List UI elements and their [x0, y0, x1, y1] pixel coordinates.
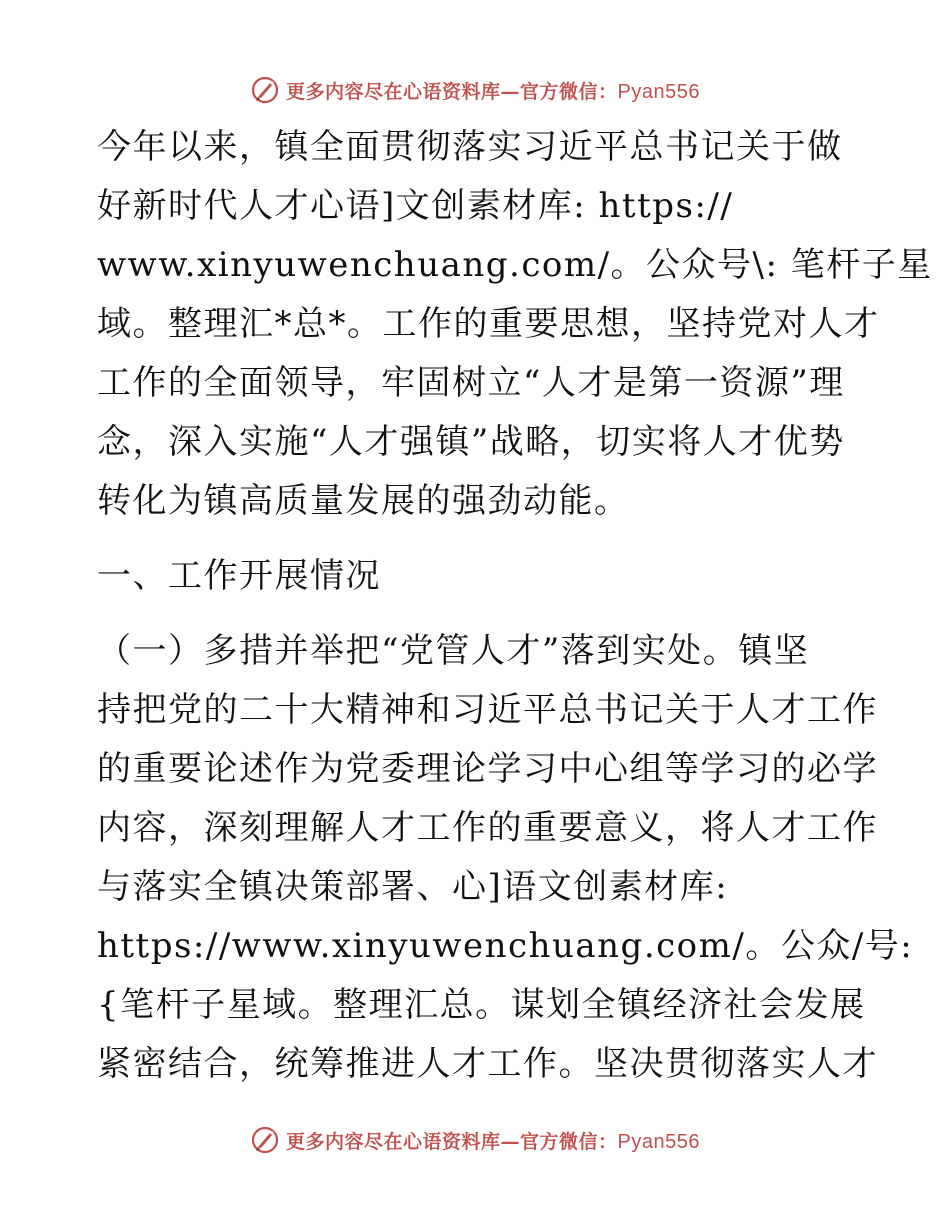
- watermark-contact: Pyan556: [617, 1130, 700, 1153]
- text-line: 今年以来，镇全面贯彻落实习近平总书记关于做: [97, 127, 843, 167]
- text-line: 的重要论述作为党委理论学习中心组等学习的必学: [97, 749, 878, 789]
- text-line: 内容，深刻理解人才工作的重要意义，将人才工作: [97, 808, 878, 848]
- header-watermark: [0, 70, 950, 110]
- text-line: www.xinyuwenchuang.com/。公众号\: 笔杆子星: [97, 245, 933, 285]
- section-paragraph: [97, 622, 914, 1094]
- text-line: 域。整理汇*总*。工作的重要思想，坚持党对人才: [97, 304, 880, 344]
- quill-logo-icon: [250, 1125, 280, 1155]
- section-heading: [97, 547, 857, 606]
- intro-paragraph: [97, 118, 933, 531]
- text-line: 紧密结合，统筹推进人才工作。坚决贯彻落实人才: [97, 1044, 878, 1084]
- text-line: （一）多措并举把“党管人才”落到实处。镇坚: [97, 631, 810, 671]
- text-line: {笔杆子星域。整理汇总。谋划全镇经济社会发展: [97, 985, 866, 1025]
- watermark-text: 更多内容尽在心语资料库—官方微信：Pyan556: [286, 80, 700, 103]
- quill-logo-icon: [250, 75, 280, 105]
- text-line: https://www.xinyuwenchuang.com/。公众/号:: [97, 926, 914, 966]
- watermark-text: 更多内容尽在心语资料库—官方微信：Pyan556: [286, 1130, 700, 1153]
- text-line: 念，深入实施“人才强镇”战略，切实将人才优势: [97, 422, 845, 462]
- document-body: [97, 118, 933, 1094]
- text-line: 转化为镇高质量发展的强劲动能。: [97, 481, 630, 521]
- text-line: 工作的全面领导，牢固树立“人才是第一资源”理: [97, 363, 845, 403]
- heading-line: 一、工作开展情况: [97, 556, 381, 596]
- text-line: 持把党的二十大精神和习近平总书记关于人才工作: [97, 690, 878, 730]
- text-line: 与落实全镇决策部署、心]语文创素材库:: [97, 867, 729, 907]
- watermark-contact: Pyan556: [617, 80, 700, 103]
- footer-watermark: [0, 1120, 950, 1160]
- text-line: 好新时代人才心语]文创素材库: https://: [97, 186, 734, 226]
